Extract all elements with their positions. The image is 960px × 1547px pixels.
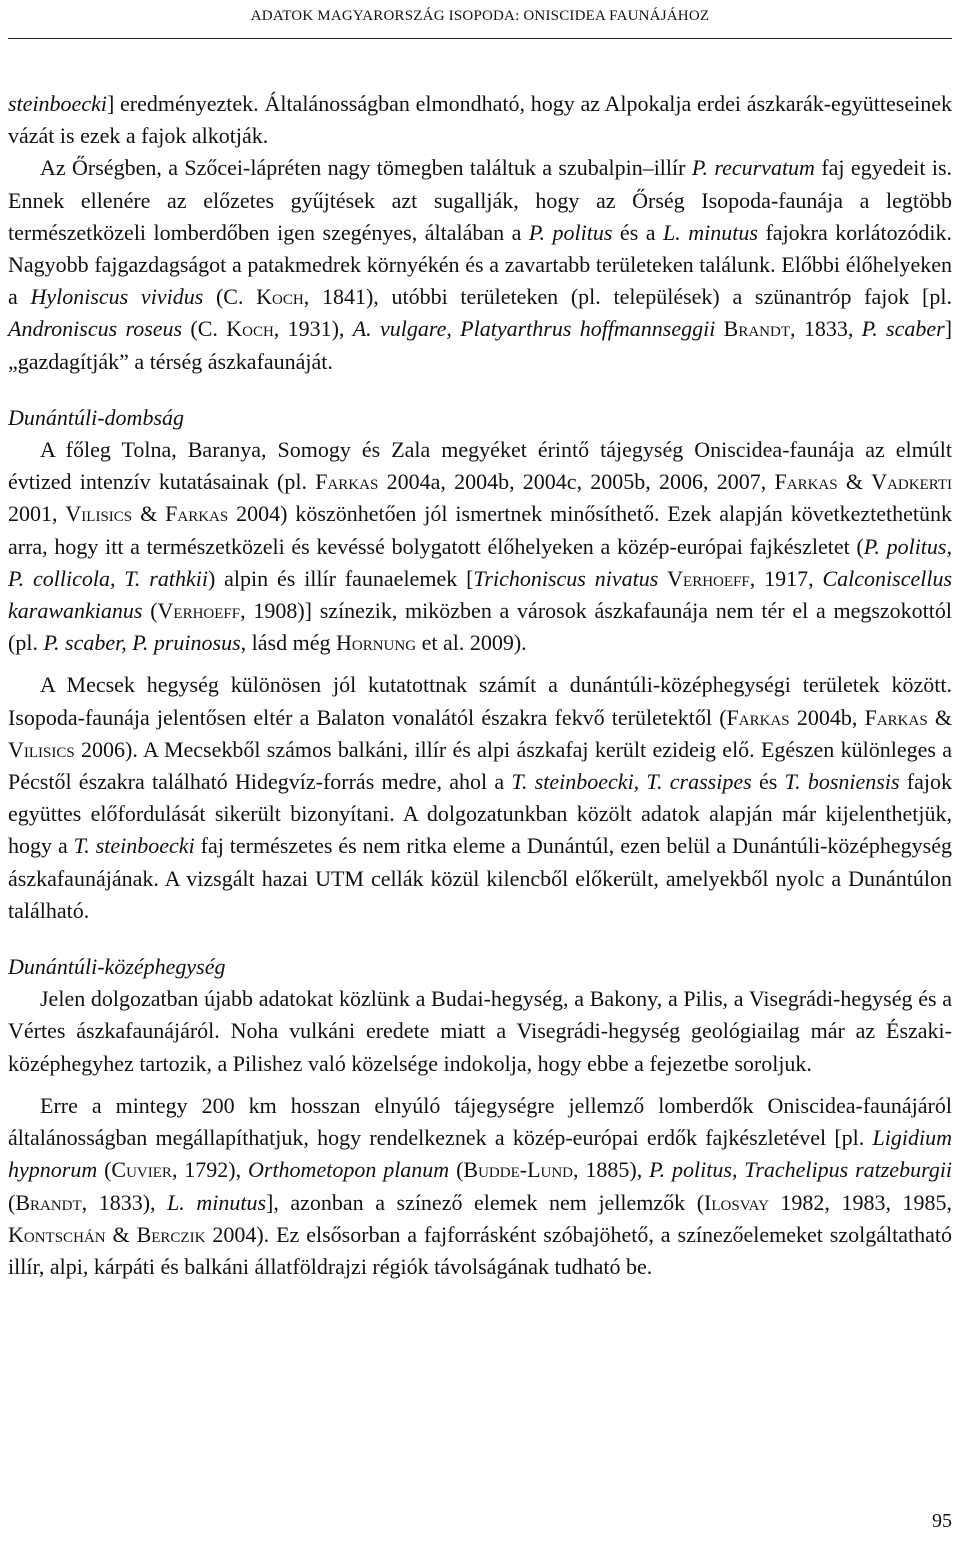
page-body <box>8 88 952 1283</box>
paragraph-6: Erre a mintegy 200 km hosszan elnyúló tájegységre jellemző lomberdők Oniscidea-faunájáról általánosságban megállapíthatjuk, hogy rendelkeznek a közép-európai erdők fajkészletével [pl. Ligidium hypnorum (Cuvier, 1792), Orthometopon planum (Budde-Lund, 1885), P. politus, Trachelipus ratzeburgii (Brandt, 1833), L. minutus], azonban a színező elemek nem jellemzők (Ilosvay 1982, 1983, 1985, Kontschán & Berczik 2004). Ez elsősorban a fajforrásként szóbajöhető, a színezőelemeket szolgáltatható illír, alpi, kárpáti és balkáni állatföldrajzi régiók távolságának tudható be. <box>8 1092 953 1279</box>
paragraph-5: Jelen dolgozatban újabb adatokat közlünk a Budai-hegység, a Bakony, a Pilis, a Visegrádi-hegység és a Vértes ászkafaunájáról. Noha vulkáni eredete miatt a Visegrádi-hegység geológiailag már az Északi-középhegyhez tartozik, a Pilishez való közelsége indokolja, hogy ebbe a fejezetbe soroljuk. <box>8 986 952 1076</box>
page-number: 95 <box>932 1510 952 1532</box>
header-rule <box>8 38 952 39</box>
paragraph-4: A Mecsek hegység különösen jól kutatottnak számít a dunántúli-középhegységi területek között. Isopoda-faunája jelentősen eltér a Balaton vonalától északra fekvő területektől (Farkas 2004b, Farkas & Vilisics 2006). A Mecsekből számos balkáni, illír és alpi ászkafaj került ezideig elő. Egészen különleges a Pécstől északra található Hidegvíz-forrás medre, ahol a T. steinboecki, T. crassipes és T. bosniensis fajok együttes előfordulását sikerült bizonyítani. A dolgozatunkban közölt adatok alapján már kijelenthetjük, hogy a T. steinboecki faj természetes és nem ritka eleme a Dunántúl, ezen belül a Dunántúli-középhegység ászkafaunájának. A vizsgált hazai UTM cellák közül kilencből előkerült, amelyekből nyolc a Dunántúlon található. <box>8 672 953 923</box>
running-header: ADATOK MAGYARORSZÁG ISOPODA: ONISCIDEA FAUNÁJÁHOZ <box>250 8 710 24</box>
section-heading-dunantuli-kozephegyseg: Dunántúli-középhegység <box>8 954 226 980</box>
paragraph-2: Az Őrségben, a Szőcei-lápréten nagy tömegben találtuk a szubalpin–illír P. recurvatum faj egyedeit is. Ennek ellenére az előzetes gyűjtések azt sugallják, hogy az Őrség Isopoda-faunája a legtöbb természetközeli lomberdőben igen szegényes, általában a P. politus és a L. minutus fajokra korlátozódik. Nagyobb fajgazdagságot a patakmedrek környékén és a zavartabb területeken találunk. Előbbi élőhelyeken a Hyloniscus vividus (C. Koch, 1841), utóbbi területeken (pl. települések) a szünantróp fajok [pl. Androniscus roseus (C. Koch, 1931), A. vulgare, Platyarthrus hoffmannseggii Brandt, 1833, P. scaber] „gazdagítják” a térség ászkafaunáját. <box>8 155 953 374</box>
paragraph-1: steinboecki] eredményeztek. Általánosságban elmondható, hogy az Alpokalja erdei ászkarák-együtteseinek vázát is ezek a fajok alkotják. <box>8 91 952 149</box>
paragraph-3: A főleg Tolna, Baranya, Somogy és Zala megyéket érintő tájegység Oniscidea-faunája az elmúlt évtized intenzív kutatásainak (pl. Farkas 2004a, 2004b, 2004c, 2005b, 2006, 2007, Farkas & Vadkerti 2001, Vilisics & Farkas 2004) köszönhetően jól ismertnek minősíthető. Ezek alapján következtethetünk arra, hogy itt a természetközeli és kevéssé bolygatott élőhelyeken a közép-európai fajkészletet (P. politus, P. collicola, T. rathkii) alpin és illír faunaelemek [Trichoniscus nivatus Verhoeff, 1917, Calconiscellus karawankianus (Verhoeff, 1908)] színezik, miközben a városok ászkafaunája nem tér el a megszokottól (pl. P. scaber, P. pruinosus, lásd még Hornung et al. 2009). <box>8 437 953 656</box>
section-heading-dunantuli-dombsag: Dunántúli-dombság <box>8 404 184 430</box>
